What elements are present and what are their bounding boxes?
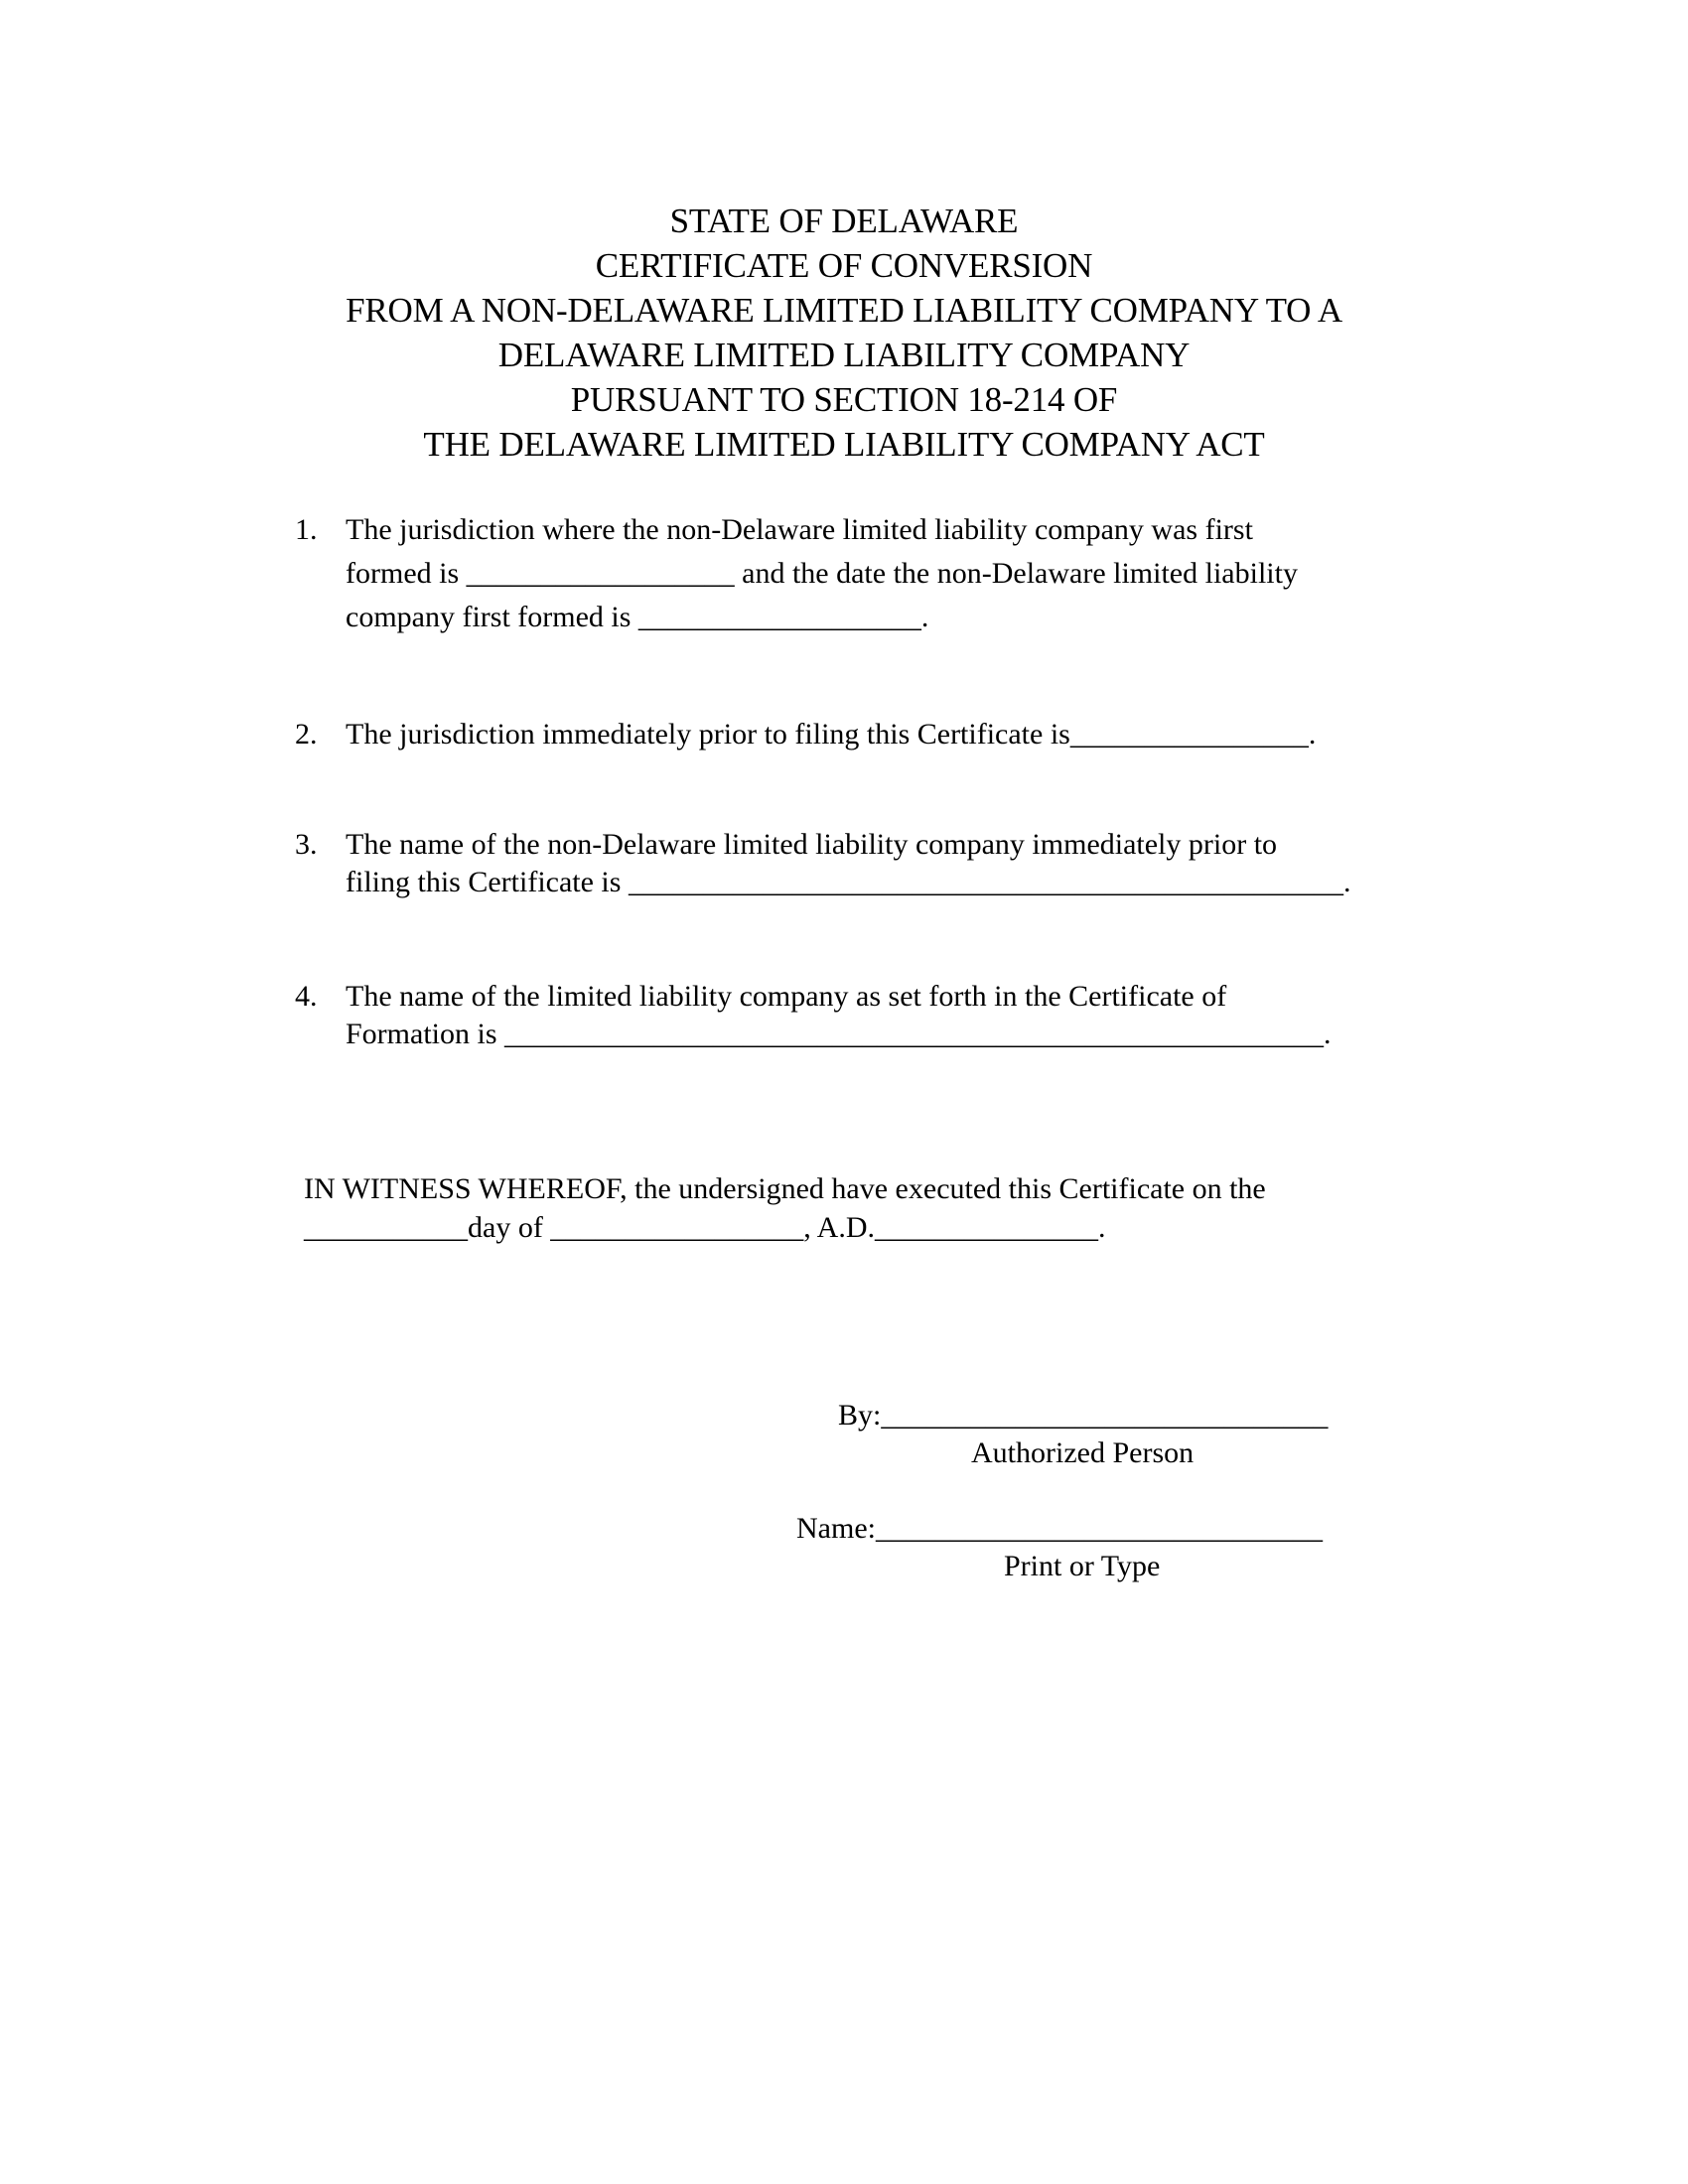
witness-clause	[304, 1169, 1266, 1247]
item-number: 4.	[295, 980, 318, 1013]
item-number: 1.	[295, 513, 318, 546]
title-line-1: STATE OF DELAWARE	[669, 202, 1019, 240]
witness-line-2: ___________day of _________________, A.D._______________.	[304, 1211, 1106, 1244]
name-label: Name:	[796, 1512, 876, 1545]
name-signature-line: ______________________________	[875, 1512, 1323, 1545]
title-line-4: DELAWARE LIMITED LIABILITY COMPANY	[497, 336, 1191, 374]
document-title	[0, 199, 1688, 467]
item-body	[346, 508, 1298, 639]
signature-name-row	[796, 1511, 1323, 1547]
item-body	[346, 978, 1332, 1053]
item-body	[346, 713, 1316, 756]
by-label: By:	[838, 1399, 882, 1432]
item-number: 2.	[295, 718, 318, 751]
item-line: Formation is _______________________________________________________.	[346, 1018, 1332, 1050]
by-signature-line: ______________________________	[881, 1399, 1329, 1432]
item-body	[346, 826, 1350, 901]
title-line-6: THE DELAWARE LIMITED LIABILITY COMPANY ACT	[423, 425, 1265, 464]
item-line: The jurisdiction immediately prior to filing this Certificate is________________.	[346, 718, 1317, 751]
title-line-3: FROM A NON-DELAWARE LIMITED LIABILITY COMPANY TO A	[346, 291, 1342, 330]
item-line: The name of the limited liability company as set forth in the Certificate of	[346, 980, 1227, 1013]
by-caption: Authorized Person	[971, 1436, 1195, 1469]
witness-line-1: IN WITNESS WHEREOF, the undersigned have executed this Certificate on the	[304, 1172, 1266, 1205]
title-line-5: PURSUANT TO SECTION 18-214 OF	[570, 380, 1118, 419]
item-line: formed is __________________ and the date the non-Delaware limited liability	[346, 557, 1298, 590]
item-line: company first formed is ___________________.	[346, 601, 929, 633]
item-number: 3.	[295, 828, 318, 861]
item-line: The name of the non-Delaware limited liability company immediately prior to	[346, 828, 1278, 861]
name-caption: Print or Type	[1004, 1550, 1161, 1582]
item-line: filing this Certificate is ________________________________________________.	[346, 866, 1351, 898]
signature-by-row	[838, 1398, 1328, 1433]
item-line: The jurisdiction where the non-Delaware limited liability company was first	[346, 513, 1253, 546]
title-line-2: CERTIFICATE OF CONVERSION	[595, 246, 1093, 285]
